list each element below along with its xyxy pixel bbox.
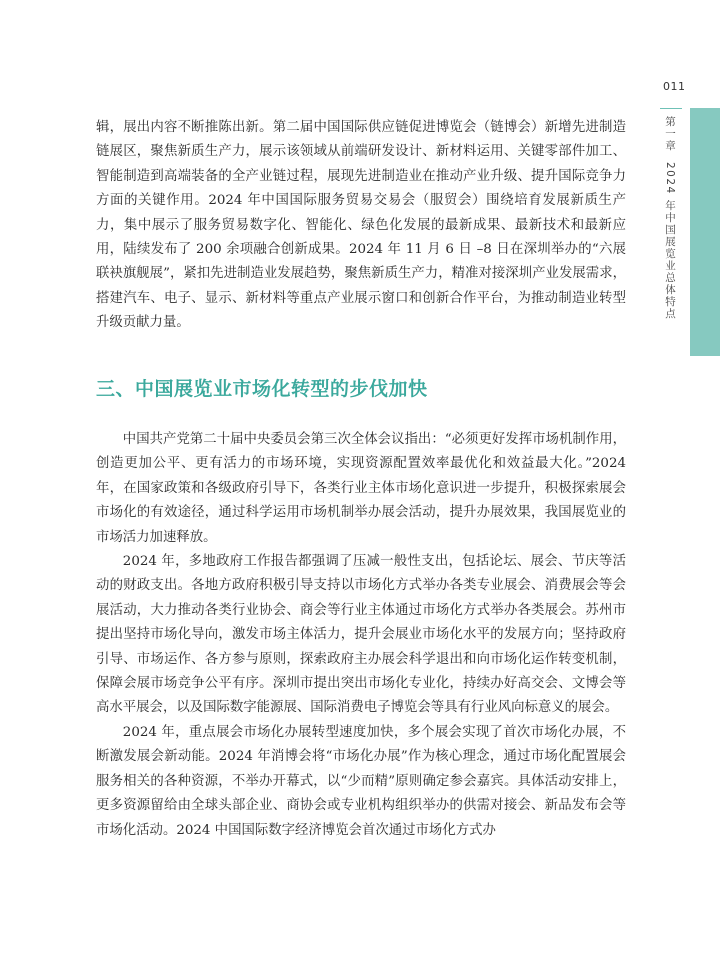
page-number-rule bbox=[660, 108, 682, 109]
section-paragraph-1: 中国共产党第二十届中央委员会第三次全体会议指出：“必须更好发挥市场机制作用，创造更加公平、更有活力的市场环境，实现资源配置效率最优化和效益最大化。”2024 年，在国家政策和各级政府引导下，各类行业主体市场化意识进一步提升，积极探索展会市场化的有效途径，通过科学运用市场机制举办展会活动，提升办展效果，我国展览业的市场活力加速释放。 bbox=[96, 432, 626, 545]
section-paragraph-3: 2024 年，重点展会市场化办展转型速度加快，多个展会实现了首次市场化办展，不断激发展会新动能。2024 年消博会将“市场化办展”作为核心理念，通过市场化配置展会服务相关的各种资源，不举办开幕式，以“少而精”原则确定参会嘉宾。具体活动安排上，更多资源留给由全球头部企业、商协会或专业机构组织举办的供需对接会、新品发布会等市场化活动。2024 中国国际数字经济博览会首次通过市场化方式办 bbox=[96, 724, 626, 838]
intro-paragraph: 辑，展出内容不断推陈出新。第二届中国国际供应链促进博览会（链博会）新增先进制造链展区，聚焦新质生产力，展示该领域从前端研发设计、新材料运用、关键零部件加工、智能制造到高端装备的全产业链过程，展现先进制造业在推动产业升级、提升国际竞争力方面的关键作用。2024 年中国国际服务贸易交易会（服贸会）围绕培育发展新质生产力，集中展示了服务贸易数字化、智能化、绿色化发展的最新成果、最新技术和最新应用，陆续发布了 200 余项融合创新成果。2024 年 11 月 6 日 –8 日在深圳举办的“六展联袂旗舰展”，紧扣先进制造业发展趋势，聚焦新质生产力，精准对接深圳产业发展需求，搭建汽车、电子、显示、新材料等重点产业展示窗口和创新合作平台，为推动制造业转型升级贡献力量。 bbox=[96, 120, 626, 331]
section-paragraph-2: 2024 年，多地政府工作报告都强调了压减一般性支出，包括论坛、展会、节庆等活动的财政支出。各地方政府积极引导支持以市场化方式举办各类专业展会、消费展会等会展活动，大力推动各类行业协会、商会等行业主体通过市场化方式举办各类展会。苏州市提出坚持市场化导向，激发市场主体活力，提升会展业市场化水平的发展方向；坚持政府引导、市场运作、各方参与原则，探索政府主办展会科学退出和向市场化运作转变机制，保障会展市场竞争公平有序。深圳市提出突出市场化专业化，持续办好高交会、文博会等高水平展会，以及国际数字能源展、国际消费电子博览会等具有行业风向标意义的展会。 bbox=[96, 554, 626, 716]
section-body bbox=[96, 428, 626, 843]
section-heading: 三、中国展览业市场化转型的步伐加快 bbox=[96, 378, 428, 400]
page-number: 011 bbox=[663, 80, 686, 93]
chapter-label: 第一章 bbox=[664, 116, 676, 152]
chapter-running-header bbox=[662, 116, 678, 320]
intro-text-block bbox=[96, 116, 626, 336]
chapter-title: 2024 年中国展览业总体特点 bbox=[664, 162, 676, 320]
chapter-side-tab bbox=[690, 108, 720, 356]
